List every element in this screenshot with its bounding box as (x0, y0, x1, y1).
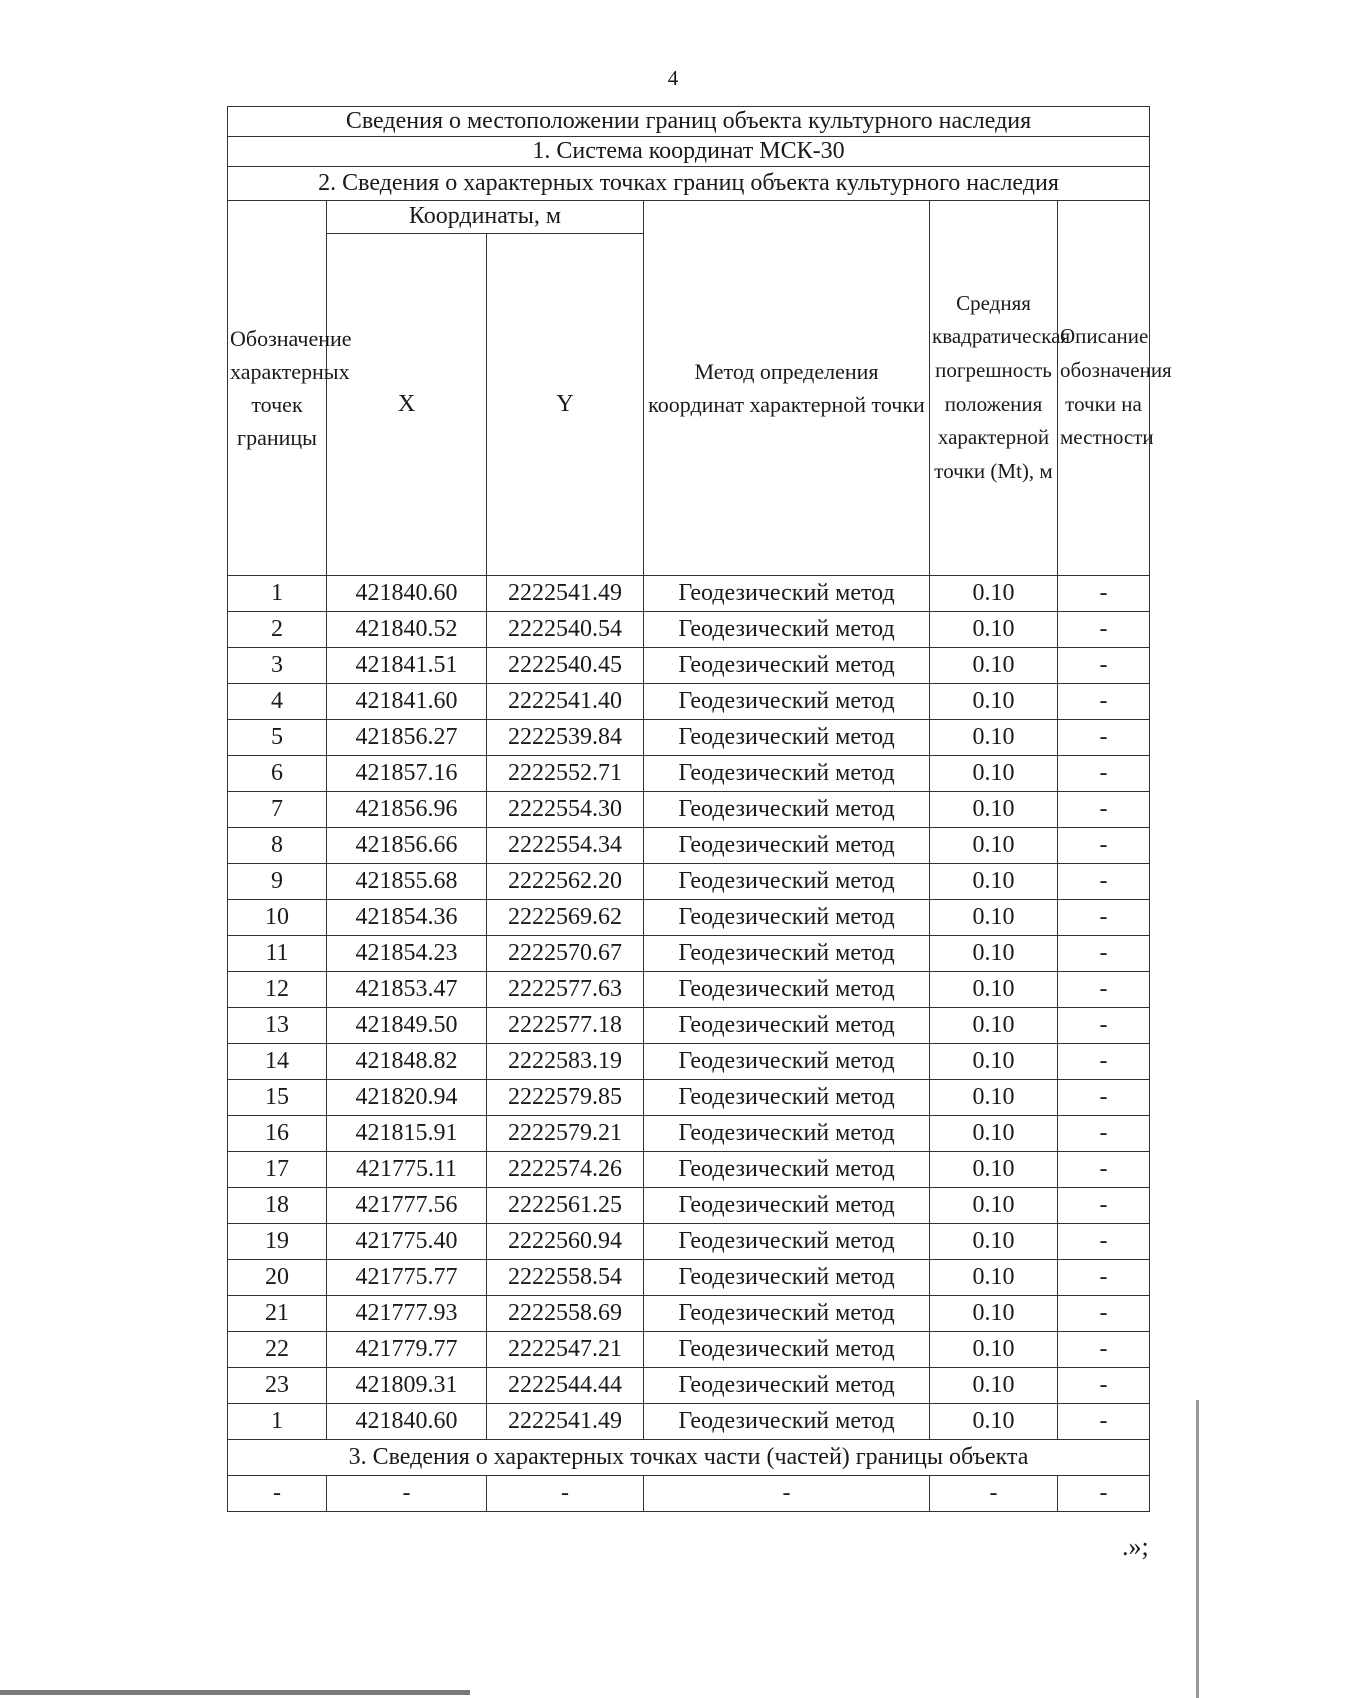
cell-x-coordinate: 421854.23 (327, 935, 487, 971)
cell-x-coordinate: 421777.93 (327, 1295, 487, 1331)
table-row (228, 611, 1150, 647)
cell-y-coordinate: 2222560.94 (487, 1223, 644, 1259)
cell-description: - (1058, 647, 1150, 683)
header-coordinates: Координаты, м (327, 200, 644, 233)
cell-description: - (1058, 1079, 1150, 1115)
cell-method: Геодезический метод (644, 575, 930, 611)
cell-point-number: 17 (228, 1151, 327, 1187)
cell-y-coordinate: - (487, 1475, 644, 1511)
cell-description: - (1058, 863, 1150, 899)
table-row (228, 791, 1150, 827)
cell-error-mt: 0.10 (930, 971, 1058, 1007)
cell-description: - (1058, 1007, 1150, 1043)
section-2-heading: 2. Сведения о характерных точках границ объекта культурного наследия (228, 166, 1150, 200)
cell-error-mt: 0.10 (930, 1187, 1058, 1223)
table-row (228, 575, 1150, 611)
cell-x-coordinate: 421840.60 (327, 575, 487, 611)
cell-error-mt: - (930, 1475, 1058, 1511)
cell-method: - (644, 1475, 930, 1511)
cell-point-number: 8 (228, 827, 327, 863)
cell-error-mt: 0.10 (930, 611, 1058, 647)
table-row (228, 971, 1150, 1007)
cell-point-number: 16 (228, 1115, 327, 1151)
cell-error-mt: 0.10 (930, 719, 1058, 755)
cell-description: - (1058, 791, 1150, 827)
cell-point-number: 18 (228, 1187, 327, 1223)
cell-error-mt: 0.10 (930, 647, 1058, 683)
header-method: Метод определения координат характерной точки (644, 200, 930, 575)
cell-error-mt: 0.10 (930, 683, 1058, 719)
cell-y-coordinate: 2222562.20 (487, 863, 644, 899)
cell-x-coordinate: 421841.51 (327, 647, 487, 683)
cell-x-coordinate: 421779.77 (327, 1331, 487, 1367)
table-row (228, 1079, 1150, 1115)
cell-description: - (1058, 575, 1150, 611)
cell-method: Геодезический метод (644, 1367, 930, 1403)
cell-method: Геодезический метод (644, 1043, 930, 1079)
cell-description: - (1058, 1295, 1150, 1331)
cell-description: - (1058, 1367, 1150, 1403)
cell-x-coordinate: 421840.52 (327, 611, 487, 647)
table-row (228, 935, 1150, 971)
cell-point-number: 4 (228, 683, 327, 719)
cell-x-coordinate: 421809.31 (327, 1367, 487, 1403)
cell-error-mt: 0.10 (930, 1367, 1058, 1403)
cell-method: Геодезический метод (644, 863, 930, 899)
cell-point-number: - (228, 1475, 327, 1511)
cell-description: - (1058, 1115, 1150, 1151)
cell-x-coordinate: 421840.60 (327, 1403, 487, 1439)
cell-y-coordinate: 2222570.67 (487, 935, 644, 971)
cell-point-number: 21 (228, 1295, 327, 1331)
cell-y-coordinate: 2222540.54 (487, 611, 644, 647)
cell-y-coordinate: 2222540.45 (487, 647, 644, 683)
cell-y-coordinate: 2222558.69 (487, 1295, 644, 1331)
table-row (228, 899, 1150, 935)
header-y: Y (487, 233, 644, 575)
cell-method: Геодезический метод (644, 791, 930, 827)
cell-method: Геодезический метод (644, 935, 930, 971)
cell-description: - (1058, 719, 1150, 755)
table-row (228, 1151, 1150, 1187)
cell-method: Геодезический метод (644, 1187, 930, 1223)
cell-y-coordinate: 2222561.25 (487, 1187, 644, 1223)
cell-point-number: 19 (228, 1223, 327, 1259)
cell-description: - (1058, 935, 1150, 971)
cell-error-mt: 0.10 (930, 863, 1058, 899)
cell-method: Геодезический метод (644, 1259, 930, 1295)
cell-description: - (1058, 611, 1150, 647)
page-number: 4 (667, 66, 679, 90)
header-error: Средняя квадратическая погрешность положения характерной точки (Mt), м (930, 200, 1058, 575)
cell-x-coordinate: 421856.27 (327, 719, 487, 755)
cell-point-number: 13 (228, 1007, 327, 1043)
cell-error-mt: 0.10 (930, 1295, 1058, 1331)
cell-y-coordinate: 2222577.18 (487, 1007, 644, 1043)
cell-point-number: 11 (228, 935, 327, 971)
cell-y-coordinate: 2222554.30 (487, 791, 644, 827)
cell-description: - (1058, 827, 1150, 863)
table-row (228, 719, 1150, 755)
cell-error-mt: 0.10 (930, 827, 1058, 863)
cell-method: Геодезический метод (644, 755, 930, 791)
cell-x-coordinate: 421820.94 (327, 1079, 487, 1115)
cell-x-coordinate: - (327, 1475, 487, 1511)
cell-x-coordinate: 421815.91 (327, 1115, 487, 1151)
table-row (228, 683, 1150, 719)
cell-x-coordinate: 421855.68 (327, 863, 487, 899)
closing-quote: .»; (1122, 1532, 1149, 1561)
cell-point-number: 1 (228, 575, 327, 611)
cell-error-mt: 0.10 (930, 575, 1058, 611)
cell-y-coordinate: 2222583.19 (487, 1043, 644, 1079)
table-row (228, 1007, 1150, 1043)
cell-point-number: 10 (228, 899, 327, 935)
cell-description: - (1058, 1403, 1150, 1439)
cell-point-number: 14 (228, 1043, 327, 1079)
table-row (228, 1367, 1150, 1403)
cell-point-number: 7 (228, 791, 327, 827)
cell-point-number: 20 (228, 1259, 327, 1295)
table-row (228, 1331, 1150, 1367)
cell-method: Геодезический метод (644, 1151, 930, 1187)
cell-description: - (1058, 683, 1150, 719)
cell-error-mt: 0.10 (930, 1331, 1058, 1367)
cell-x-coordinate: 421857.16 (327, 755, 487, 791)
cell-method: Геодезический метод (644, 1295, 930, 1331)
cell-method: Геодезический метод (644, 1007, 930, 1043)
cell-y-coordinate: 2222579.85 (487, 1079, 644, 1115)
cell-point-number: 23 (228, 1367, 327, 1403)
table-row (228, 827, 1150, 863)
cell-error-mt: 0.10 (930, 1115, 1058, 1151)
cell-point-number: 2 (228, 611, 327, 647)
cell-point-number: 1 (228, 1403, 327, 1439)
table-row (228, 1223, 1150, 1259)
table-row (228, 1295, 1150, 1331)
cell-y-coordinate: 2222574.26 (487, 1151, 644, 1187)
cell-y-coordinate: 2222541.40 (487, 683, 644, 719)
cell-description: - (1058, 1223, 1150, 1259)
cell-description: - (1058, 755, 1150, 791)
cell-error-mt: 0.10 (930, 935, 1058, 971)
cell-y-coordinate: 2222579.21 (487, 1115, 644, 1151)
header-x: X (327, 233, 487, 575)
cell-description: - (1058, 1331, 1150, 1367)
cell-x-coordinate: 421854.36 (327, 899, 487, 935)
section-3-row (228, 1475, 1150, 1511)
cell-x-coordinate: 421848.82 (327, 1043, 487, 1079)
cell-point-number: 15 (228, 1079, 327, 1115)
cell-error-mt: 0.10 (930, 1007, 1058, 1043)
scan-edge-right (1196, 1400, 1199, 1698)
cell-error-mt: 0.10 (930, 1043, 1058, 1079)
cell-y-coordinate: 2222541.49 (487, 575, 644, 611)
cell-description: - (1058, 1151, 1150, 1187)
cell-error-mt: 0.10 (930, 899, 1058, 935)
table-row (228, 647, 1150, 683)
cell-y-coordinate: 2222558.54 (487, 1259, 644, 1295)
cell-y-coordinate: 2222569.62 (487, 899, 644, 935)
cell-method: Геодезический метод (644, 827, 930, 863)
cell-description: - (1058, 1259, 1150, 1295)
cell-y-coordinate: 2222554.34 (487, 827, 644, 863)
scan-edge-bottom (0, 1690, 470, 1695)
cell-error-mt: 0.10 (930, 755, 1058, 791)
table-row (228, 1043, 1150, 1079)
cell-error-mt: 0.10 (930, 1259, 1058, 1295)
cell-method: Геодезический метод (644, 1331, 930, 1367)
cell-description: - (1058, 1187, 1150, 1223)
cell-point-number: 22 (228, 1331, 327, 1367)
cell-x-coordinate: 421853.47 (327, 971, 487, 1007)
cell-y-coordinate: 2222541.49 (487, 1403, 644, 1439)
cell-point-number: 5 (228, 719, 327, 755)
table-row (228, 1187, 1150, 1223)
header-description: Описание обозначения точки на местности (1058, 200, 1150, 575)
cell-x-coordinate: 421775.77 (327, 1259, 487, 1295)
cell-x-coordinate: 421849.50 (327, 1007, 487, 1043)
cell-y-coordinate: 2222539.84 (487, 719, 644, 755)
cell-point-number: 3 (228, 647, 327, 683)
section-3-heading: 3. Сведения о характерных точках части (частей) границы объекта (228, 1439, 1150, 1475)
cell-x-coordinate: 421777.56 (327, 1187, 487, 1223)
boundary-coordinates-table (227, 106, 1172, 1512)
cell-y-coordinate: 2222544.44 (487, 1367, 644, 1403)
cell-error-mt: 0.10 (930, 1223, 1058, 1259)
cell-x-coordinate: 421841.60 (327, 683, 487, 719)
header-designation: Обозначение характерных точек границы (228, 200, 327, 575)
cell-description: - (1058, 899, 1150, 935)
table-row (228, 1115, 1150, 1151)
cell-description: - (1058, 1475, 1150, 1511)
table-row (228, 1403, 1150, 1439)
cell-description: - (1058, 1043, 1150, 1079)
cell-method: Геодезический метод (644, 971, 930, 1007)
cell-y-coordinate: 2222552.71 (487, 755, 644, 791)
cell-description: - (1058, 971, 1150, 1007)
cell-point-number: 6 (228, 755, 327, 791)
cell-y-coordinate: 2222577.63 (487, 971, 644, 1007)
cell-method: Геодезический метод (644, 1079, 930, 1115)
table-title: Сведения о местоположении границ объекта культурного наследия (228, 107, 1150, 137)
cell-method: Геодезический метод (644, 1223, 930, 1259)
cell-x-coordinate: 421775.40 (327, 1223, 487, 1259)
cell-x-coordinate: 421775.11 (327, 1151, 487, 1187)
cell-method: Геодезический метод (644, 899, 930, 935)
cell-method: Геодезический метод (644, 647, 930, 683)
cell-method: Геодезический метод (644, 719, 930, 755)
cell-error-mt: 0.10 (930, 1403, 1058, 1439)
cell-point-number: 9 (228, 863, 327, 899)
cell-method: Геодезический метод (644, 1403, 930, 1439)
cell-y-coordinate: 2222547.21 (487, 1331, 644, 1367)
table-row (228, 1259, 1150, 1295)
cell-error-mt: 0.10 (930, 1079, 1058, 1115)
coordinate-system: 1. Система координат МСК-30 (228, 136, 1150, 166)
cell-x-coordinate: 421856.66 (327, 827, 487, 863)
cell-method: Геодезический метод (644, 611, 930, 647)
cell-point-number: 12 (228, 971, 327, 1007)
table-row (228, 863, 1150, 899)
cell-error-mt: 0.10 (930, 1151, 1058, 1187)
cell-x-coordinate: 421856.96 (327, 791, 487, 827)
cell-method: Геодезический метод (644, 1115, 930, 1151)
cell-error-mt: 0.10 (930, 791, 1058, 827)
table-row (228, 755, 1150, 791)
cell-method: Геодезический метод (644, 683, 930, 719)
